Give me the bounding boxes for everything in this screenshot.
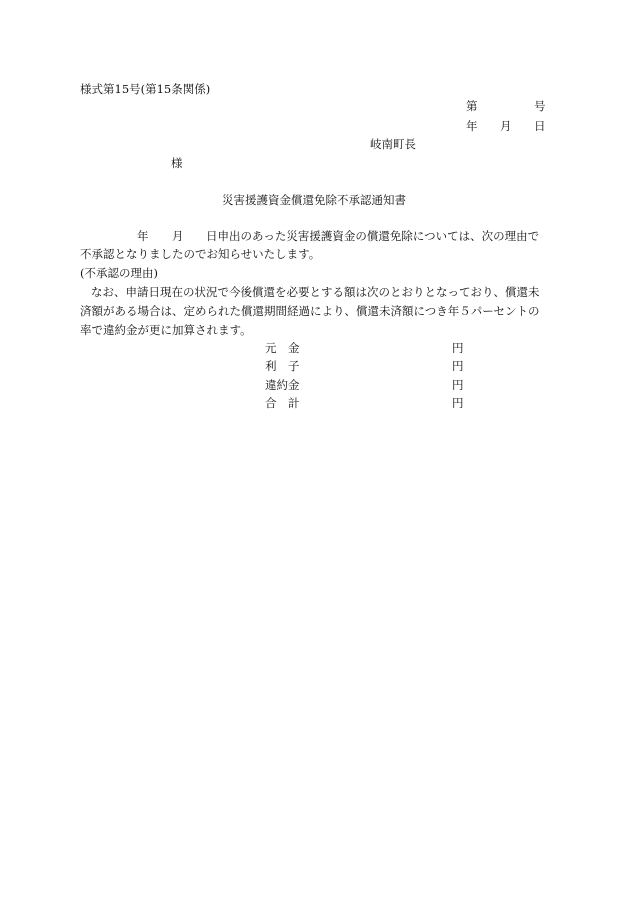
amount-label-penalty: 違約金	[265, 378, 300, 392]
form-number: 様式第15号(第15条関係)	[80, 82, 211, 96]
reason-line3: 率で違約金が更に加算されます。	[80, 323, 252, 337]
amount-unit-principal: 円	[452, 341, 464, 355]
body-year: 年	[137, 229, 149, 243]
addressee-suffix: 様	[171, 156, 183, 170]
amount-unit-interest: 円	[452, 359, 464, 373]
number-suffix: 号	[534, 99, 546, 113]
body-line1: 日申出のあった災害援護資金の償還免除については、次の理由で	[206, 229, 540, 243]
amount-unit-total: 円	[452, 396, 464, 410]
body-line2: 不承認となりましたのでお知らせいたします。	[80, 247, 321, 261]
amount-label-principal: 元 金	[265, 341, 300, 355]
date-month: 月	[500, 119, 512, 133]
amount-label-interest: 利 子	[265, 359, 300, 373]
amount-unit-penalty: 円	[452, 378, 464, 392]
reason-line1: なお、申請日現在の状況で今後償還を必要とする額は次のとおりとなっており、償還未	[91, 285, 540, 299]
document-title: 災害援護資金償還免除不承認通知書	[222, 193, 406, 207]
date-day: 日	[534, 119, 546, 133]
number-prefix: 第	[466, 99, 478, 113]
reason-line2: 済額がある場合は、定められた償還期間経過により、償還未済額につき年５パーセントの	[80, 304, 540, 318]
issuer: 岐南町長	[370, 137, 416, 151]
body-month: 月	[172, 229, 184, 243]
reason-heading: (不承認の理由)	[80, 266, 158, 280]
date-year: 年	[466, 119, 478, 133]
amount-label-total: 合 計	[265, 396, 300, 410]
